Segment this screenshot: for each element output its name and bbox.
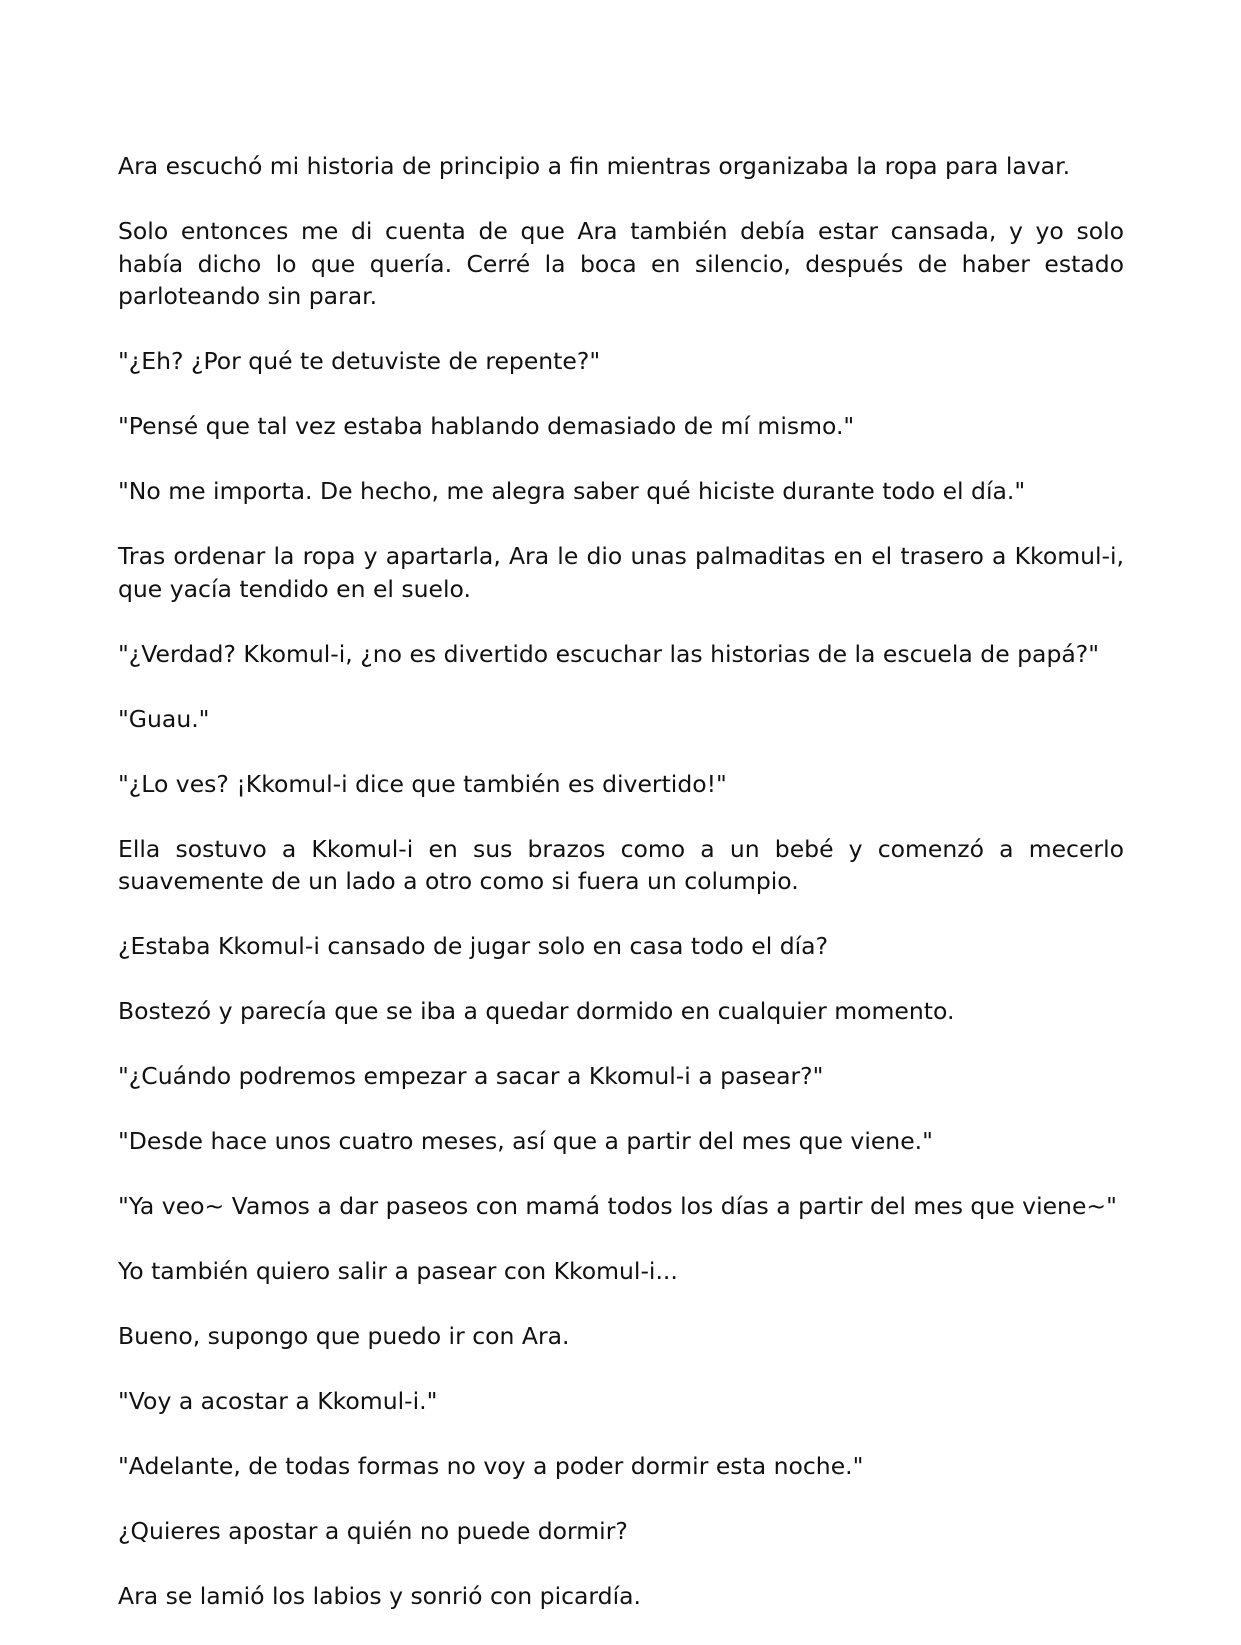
paragraph: "¿Eh? ¿Por qué te detuviste de repente?": [118, 347, 601, 375]
paragraph: Bostezó y parecía que se iba a quedar dormido en cualquier momento.: [118, 997, 955, 1025]
paragraph: "Pensé que tal vez estaba hablando demasiado de mí mismo.": [118, 412, 855, 440]
paragraph: "¿Lo ves? ¡Kkomul-i dice que también es divertido!": [118, 769, 727, 798]
paragraph: Ella sostuvo a Kkomul-i en sus brazos como a un bebé y comenzó a mecerlo suavemente de un lado a otro como si fuera un columpio.: [118, 834, 1124, 895]
paragraph: Ara se lamió los labios y sonrió con picardía.: [118, 1582, 641, 1610]
paragraph: ¿Estaba Kkomul-i cansado de jugar solo en casa todo el día?: [118, 932, 829, 960]
paragraph: Tras ordenar la ropa y apartarla, Ara le dio unas palmaditas en el trasero a Kkomul-i, que yacía tendido en el suelo.: [118, 542, 1124, 603]
paragraph: "Desde hace unos cuatro meses, así que a partir del mes que viene.": [118, 1127, 933, 1155]
paragraph: Bueno, supongo que puedo ir con Ara.: [118, 1322, 570, 1350]
paragraph: Solo entonces me di cuenta de que Ara también debía estar cansada, y yo solo había dicho lo que quería. Cerré la boca en silencio, después de haber estado parloteando sin parar.: [118, 217, 1124, 310]
paragraph: "Voy a acostar a Kkomul-i.": [118, 1387, 438, 1415]
document-body: [118, 150, 1124, 1645]
paragraph: "¿Verdad? Kkomul-i, ¿no es divertido escuchar las historias de la escuela de papá?": [118, 639, 1100, 668]
paragraph: ¿Quieres apostar a quién no puede dormir?: [118, 1517, 628, 1545]
paragraph: "¿Cuándo podremos empezar a sacar a Kkomul-i a pasear?": [118, 1062, 824, 1090]
paragraph: Yo también quiero salir a pasear con Kkomul-i...: [118, 1257, 678, 1285]
paragraph: "Guau.": [118, 704, 210, 733]
paragraph: "Ya veo~ Vamos a dar paseos con mamá todos los días a partir del mes que viene~": [118, 1192, 1117, 1220]
paragraph: "Adelante, de todas formas no voy a poder dormir esta noche.": [118, 1452, 864, 1480]
paragraph: "No me importa. De hecho, me alegra saber qué hiciste durante todo el día.": [118, 477, 1026, 505]
paragraph: Ara escuchó mi historia de principio a fin mientras organizaba la ropa para lavar.: [118, 152, 1071, 180]
